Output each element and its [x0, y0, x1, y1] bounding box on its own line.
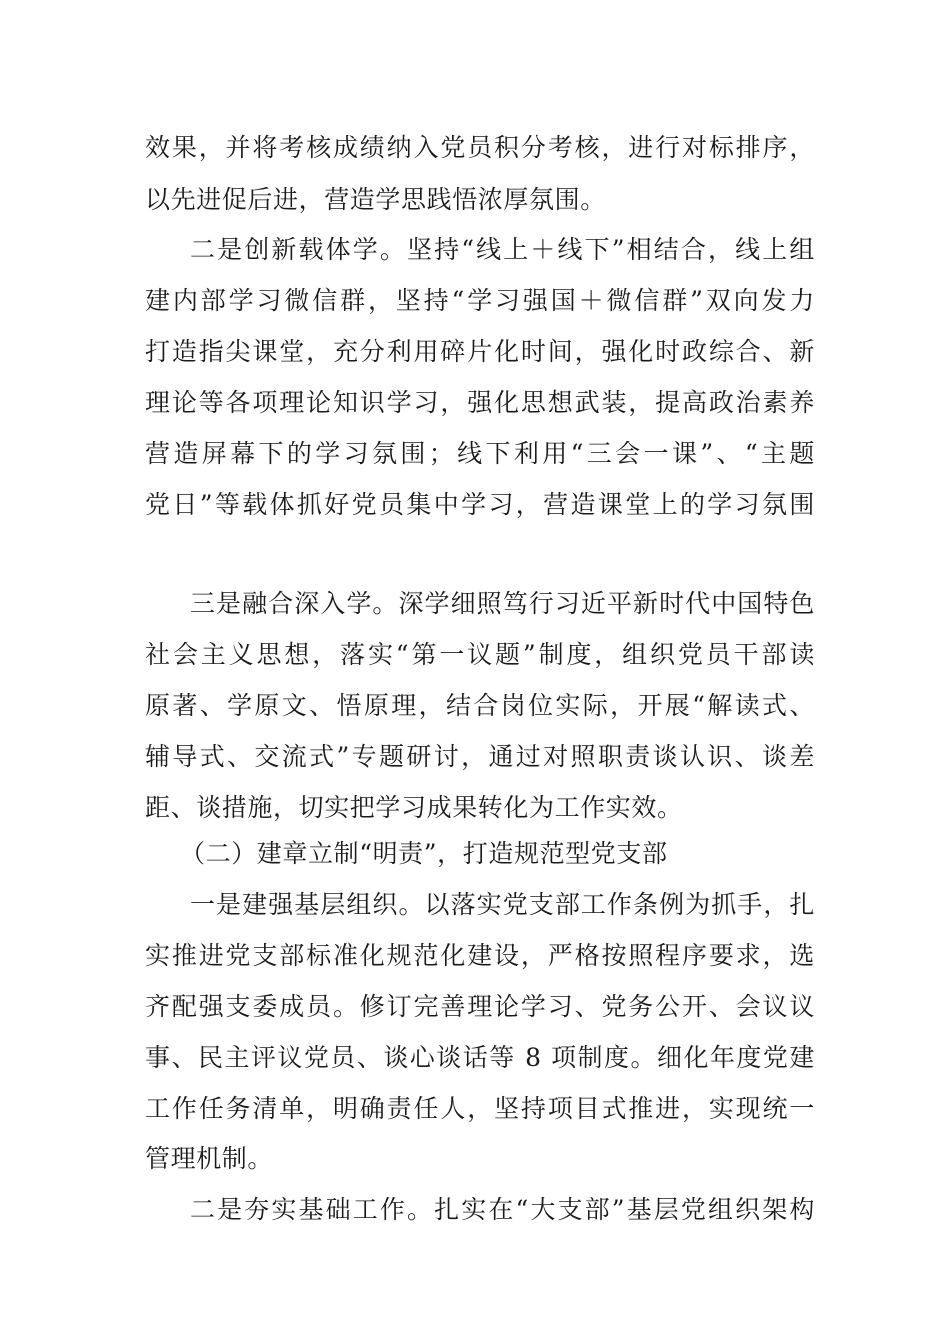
paragraph-start-line: 二是创新载体学。坚持“线上＋线下”相结合，线上组 — [190, 235, 815, 264]
text-line: 打造指尖课堂，充分利用碎片化时间，强化时政综合、新 — [145, 337, 815, 366]
text-line: 营造屏幕下的学习氛围；线下利用“三会一课”、“主题 — [145, 439, 815, 468]
text-line: 工作任务清单，明确责任人，坚持项目式推进，实现统一 — [145, 1094, 815, 1123]
text-line: 以先进促后进，营造学思践悟浓厚氛围。 — [145, 185, 606, 214]
text-line: 事、民主评议党员、谈心谈话等 8 项制度。细化年度党建 — [145, 1043, 815, 1072]
text-line: 管理机制。 — [145, 1144, 274, 1173]
text-line: 理论等各项理论知识学习，强化思想武装，提高政治素养 — [145, 388, 815, 417]
text-line: 效果，并将考核成绩纳入党员积分考核，进行对标排序， — [145, 133, 815, 162]
paragraph-start-line: 二是夯实基础工作。扎实在“大支部”基层党组织架构 — [190, 1195, 815, 1224]
text-line: 齐配强支委成员。修订完善理论学习、党务公开、会议议 — [145, 992, 815, 1021]
text-line: 党日”等载体抓好党员集中学习，营造课堂上的学习氛围 — [145, 490, 815, 519]
text-line: 距、谈措施，切实把学习成果转化为工作实效。 — [145, 793, 683, 822]
text-line: 原著、学原文、悟原理，结合岗位实际，开展“解读式、 — [145, 691, 815, 720]
text-line: 建内部学习微信群，坚持“学习强国＋微信群”双向发力 — [145, 286, 815, 315]
paragraph-start-line: 一是建强基层组织。以落实党支部工作条例为抓手，扎 — [190, 890, 815, 919]
text-line: 实推进党支部标准化规范化建设，严格按照程序要求，选 — [145, 941, 815, 970]
text-line: 辅导式、交流式”专题研讨，通过对照职责谈认识、谈差 — [145, 742, 815, 771]
paragraph-start-line: 三是融合深入学。深学细照笃行习近平新时代中国特色 — [190, 589, 815, 618]
section-heading: （二）建章立制“明责”，打造规范型党支部 — [180, 839, 668, 868]
text-line: 社会主义思想，落实“第一议题”制度，组织党员干部读 — [145, 640, 815, 669]
